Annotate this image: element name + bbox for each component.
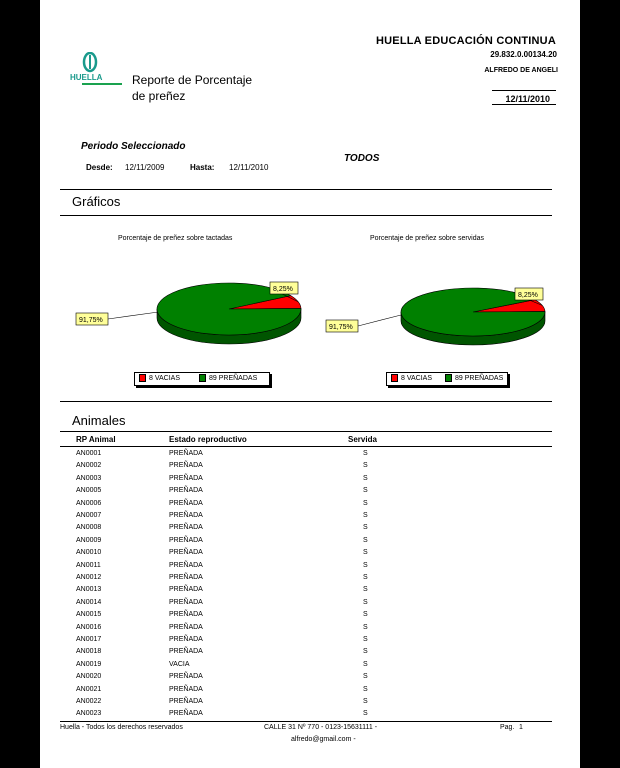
legend-swatch-red	[139, 374, 146, 382]
estado-cell: PREÑADA	[169, 561, 203, 569]
legend-swatch-green	[199, 374, 206, 382]
servida-cell: S	[363, 611, 368, 619]
estado-cell: PREÑADA	[169, 574, 203, 581]
servida-cell: S	[363, 561, 368, 569]
servida-cell: S	[363, 549, 368, 557]
report-date: 12/11/2010	[505, 94, 550, 104]
chart1-legend	[134, 372, 270, 386]
rp-cell: AN0022	[76, 698, 102, 705]
rp-cell: AN0008	[76, 524, 102, 532]
to-label: Hasta:	[190, 163, 215, 172]
table-header-line	[60, 446, 552, 447]
servida-cell: S	[363, 487, 368, 495]
chart1-title: Porcentaje de preñez sobre tactadas	[118, 235, 233, 242]
estado-cell: PREÑADA	[169, 673, 203, 681]
estado-cell: PREÑADA	[169, 524, 203, 532]
divider-animals-top	[60, 401, 552, 402]
footer-page-label: Pag.	[500, 724, 515, 731]
legend-swatch-red	[391, 374, 398, 382]
estado-cell: PREÑADA	[169, 499, 203, 507]
servida-cell: S	[363, 474, 368, 482]
servida-cell: S	[363, 512, 368, 519]
rp-cell: AN0003	[76, 474, 102, 482]
percent-label-vacias: 8,25%	[518, 292, 538, 299]
rp-cell: AN0009	[76, 536, 102, 544]
footer-email: alfredo@gmail.com -	[291, 736, 356, 743]
divider-animals-mid	[60, 431, 552, 432]
rp-cell: AN0005	[76, 487, 102, 495]
percent-label-prenadas: 91,75%	[79, 317, 103, 324]
estado-cell: PREÑADA	[169, 685, 203, 693]
estado-cell: VACIA	[169, 660, 190, 668]
report-page	[40, 0, 580, 768]
company-name: HUELLA EDUCACIÓN CONTINUA	[376, 35, 556, 47]
rp-cell: AN0016	[76, 623, 102, 631]
rp-cell: AN0017	[76, 636, 102, 643]
legend-label: 89 PREÑADAS	[209, 374, 258, 382]
rp-cell: AN0020	[76, 673, 102, 681]
rp-cell: AN0010	[76, 549, 102, 557]
servida-cell: S	[363, 499, 368, 507]
estado-cell: PREÑADA	[169, 474, 203, 482]
pie-charts	[40, 0, 580, 400]
col-header-estado: Estado reproductivo	[169, 435, 247, 444]
section-graphs-title: Gráficos	[72, 194, 121, 209]
chart2-legend	[386, 372, 508, 386]
report-title-line2: de preñez	[132, 89, 186, 103]
servida-cell: S	[363, 574, 368, 581]
rp-cell: AN0018	[76, 648, 102, 656]
legend-label: 89 PREÑADAS	[455, 374, 504, 382]
rp-cell: AN0014	[76, 598, 102, 606]
company-user: ALFREDO DE ANGELI	[484, 67, 558, 74]
rp-cell: AN0011	[76, 561, 101, 569]
servida-cell: S	[363, 710, 368, 718]
rp-cell: AN0001	[76, 450, 102, 457]
estado-cell: PREÑADA	[169, 623, 203, 631]
servida-cell: S	[363, 586, 368, 594]
rp-cell: AN0023	[76, 710, 102, 718]
estado-cell: PREÑADA	[169, 536, 203, 544]
estado-cell: PREÑADA	[169, 598, 203, 606]
servida-cell: S	[363, 598, 368, 606]
estado-cell: PREÑADA	[169, 611, 203, 619]
estado-cell: PREÑADA	[169, 648, 203, 656]
chart2-title: Porcentaje de preñez sobre servidas	[370, 235, 485, 242]
chart1-legend-vacias	[139, 374, 180, 382]
footer-page-number: 1	[519, 724, 523, 731]
footer-divider	[60, 721, 552, 722]
rp-cell: AN0013	[76, 586, 102, 594]
col-header-rp: RP Animal	[76, 435, 116, 444]
rp-cell: AN0007	[76, 512, 102, 519]
col-header-servida: Servida	[348, 435, 377, 444]
chart2-legend-prenadas	[445, 374, 503, 382]
logo-wordmark: HUELLA	[70, 73, 103, 82]
rp-cell: AN0002	[76, 462, 102, 470]
legend-label: 8 VACIAS	[149, 374, 180, 382]
servida-cell: S	[363, 685, 368, 693]
legend-label: 8 VACIAS	[401, 374, 432, 382]
rp-cell: AN0019	[76, 660, 102, 668]
servida-cell: S	[363, 623, 368, 631]
to-value: 12/11/2010	[229, 163, 269, 172]
servida-cell: S	[363, 648, 368, 656]
estado-cell: PREÑADA	[169, 698, 203, 705]
company-id: 29.832.0.00134.20	[490, 50, 557, 59]
servida-cell: S	[363, 462, 368, 470]
section-animals-title: Animales	[72, 413, 126, 428]
footer-rights: Huella - Todos los derechos reservados	[60, 724, 183, 731]
estado-cell: PREÑADA	[169, 487, 203, 495]
estado-cell: PREÑADA	[169, 710, 203, 718]
percent-label-prenadas: 91,75%	[329, 324, 353, 331]
legend-swatch-green	[445, 374, 452, 382]
period-filter: TODOS	[344, 153, 380, 164]
from-label: Desde:	[86, 163, 113, 172]
servida-cell: S	[363, 450, 368, 457]
estado-cell: PREÑADA	[169, 462, 203, 470]
estado-cell: PREÑADA	[169, 636, 203, 643]
period-title: Periodo Seleccionado	[81, 141, 186, 152]
from-value: 12/11/2009	[125, 163, 165, 172]
footer-address: CALLE 31 Nº 770 - 0123-15631111 -	[264, 724, 378, 731]
estado-cell: PREÑADA	[169, 512, 203, 519]
estado-cell: PREÑADA	[169, 549, 203, 557]
servida-cell: S	[363, 636, 368, 643]
rp-cell: AN0015	[76, 611, 102, 619]
chart2-legend-vacias	[391, 374, 432, 382]
servida-cell: S	[363, 536, 368, 544]
chart1-legend-prenadas	[199, 374, 257, 382]
servida-cell: S	[363, 673, 368, 681]
callout-line-prenadas	[358, 315, 402, 326]
servida-cell: S	[363, 698, 368, 705]
servida-cell: S	[363, 524, 368, 532]
estado-cell: PREÑADA	[169, 586, 203, 594]
callout-line-prenadas	[108, 312, 158, 319]
rp-cell: AN0021	[76, 685, 102, 693]
rp-cell: AN0012	[76, 574, 102, 581]
report-title-line1: Reporte de Porcentaje	[132, 73, 253, 87]
servida-cell: S	[363, 660, 368, 668]
estado-cell: PREÑADA	[169, 450, 203, 457]
percent-label-vacias: 8,25%	[273, 286, 293, 293]
rp-cell: AN0006	[76, 499, 102, 507]
